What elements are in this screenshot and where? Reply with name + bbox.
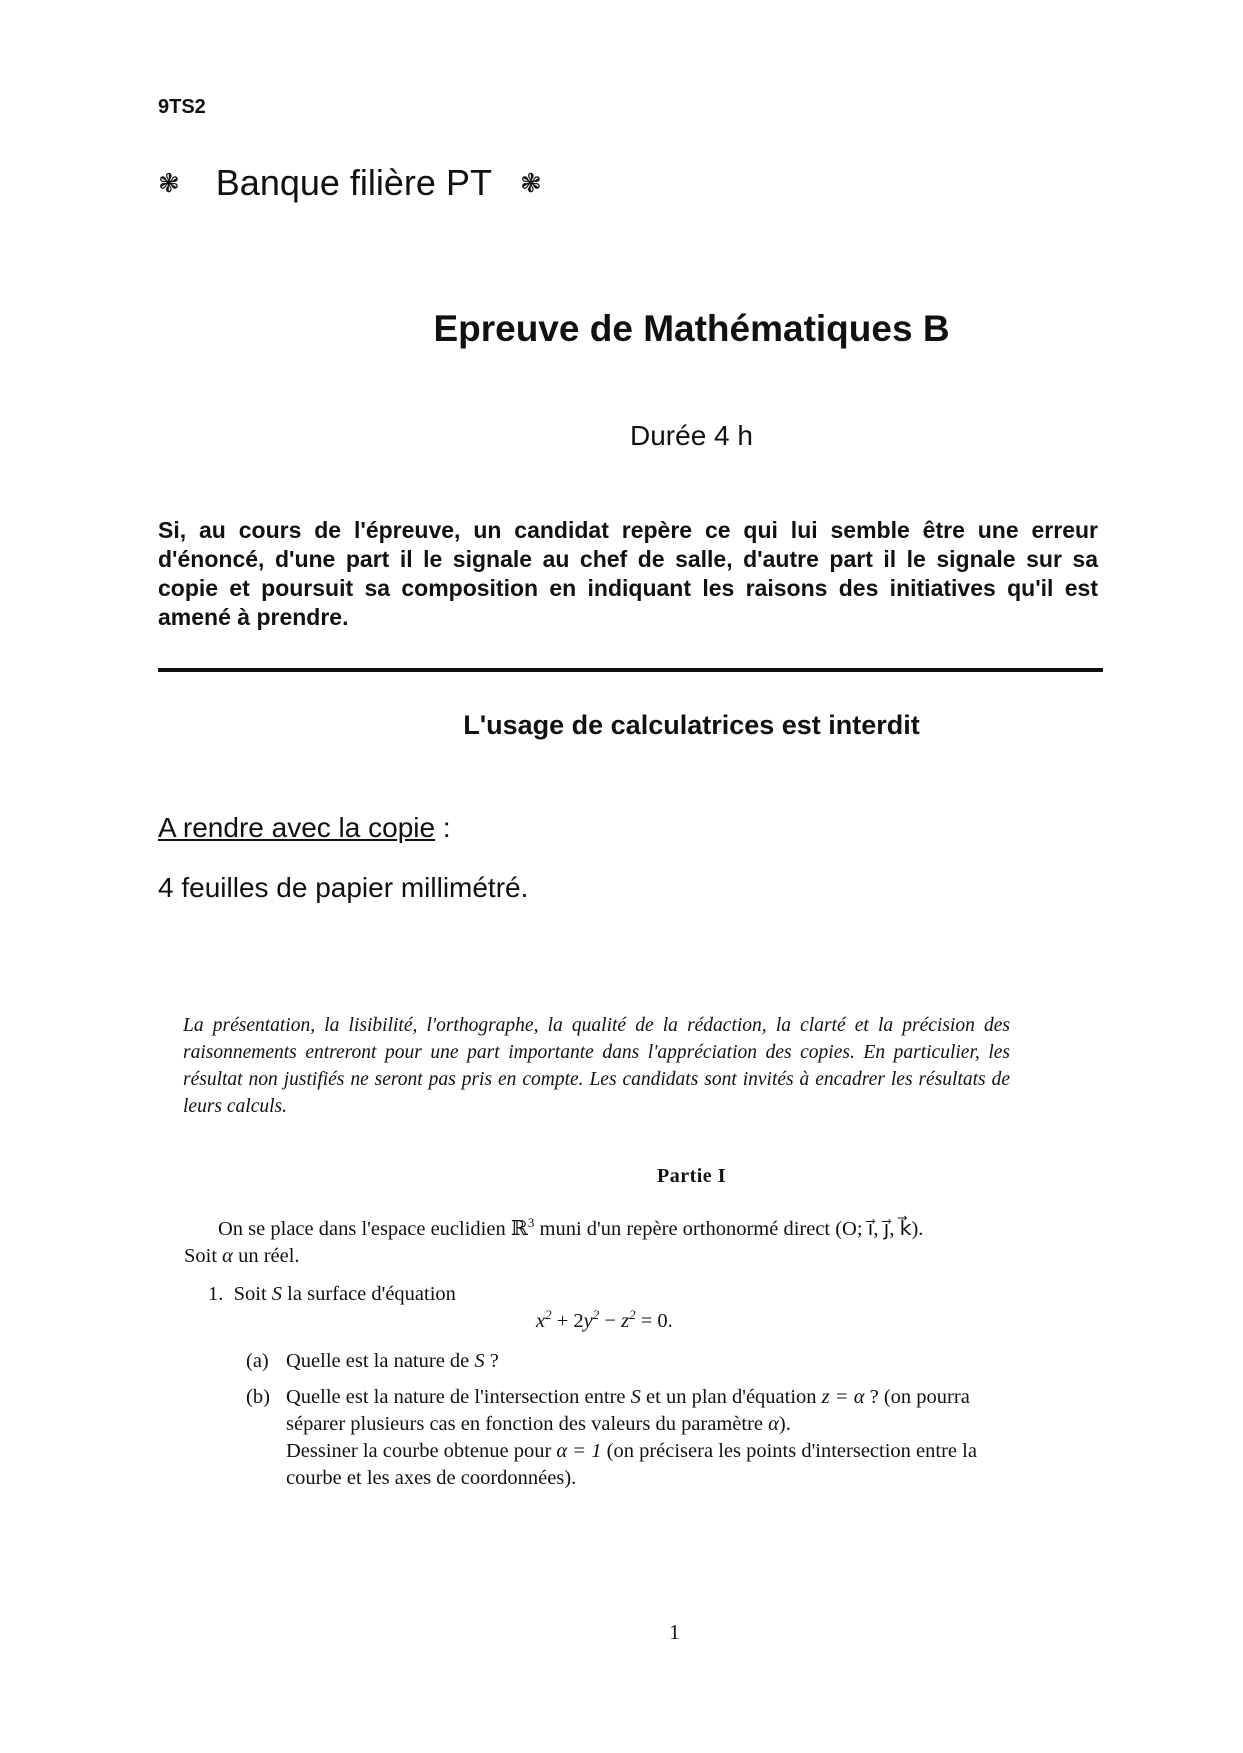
text-run: Dessiner la courbe obtenue pour xyxy=(286,1440,557,1462)
document-code: 9TS2 xyxy=(158,96,206,118)
part-intro-line xyxy=(184,1216,1011,1243)
text-run: Quelle est la nature de xyxy=(286,1350,475,1372)
exam-title: Epreuve de Mathématiques B xyxy=(433,308,950,349)
text-run: Quelle est la nature de l'intersection entre xyxy=(286,1386,631,1408)
question-1a xyxy=(246,1350,499,1373)
error-warning-paragraph: Si, au cours de l'épreuve, un candidat repère ce qui lui semble être une erreur d'énoncé, d'une part il le signale au chef de salle, d'autre part il le signale sur sa copie et poursuit sa composition en indiquant les raisons des initiatives qu'il est amené à prendre. xyxy=(158,517,1098,630)
math-expression: z = α xyxy=(821,1386,865,1408)
text-run: ? xyxy=(484,1350,499,1372)
text-run: muni d'un repère orthonormé direct (O; i⃗, j⃗, k⃗). xyxy=(534,1218,924,1240)
bank-header xyxy=(158,162,542,204)
question-1b-body xyxy=(286,1384,1016,1492)
bank-title: Banque filière PT xyxy=(215,162,492,203)
question-number: 1. xyxy=(208,1283,224,1305)
math-symbol: S xyxy=(474,1350,485,1372)
calculator-notice: L'usage de calculatrices est interdit xyxy=(463,710,920,740)
text-run: un réel. xyxy=(232,1245,300,1267)
math-symbol: S xyxy=(271,1283,283,1305)
part-intro-line xyxy=(184,1243,1011,1270)
text-run: Soit xyxy=(233,1283,272,1305)
star-ornament-icon: ❃ xyxy=(158,167,180,198)
return-label: A rendre avec la copie xyxy=(158,812,436,843)
math-operator: = 0. xyxy=(635,1310,673,1332)
math-symbol: S xyxy=(630,1386,641,1408)
exponent: 2 xyxy=(629,1307,636,1322)
part-title: Partie I xyxy=(657,1165,726,1187)
question-1b xyxy=(246,1384,1016,1492)
math-symbol: x xyxy=(536,1310,546,1332)
math-operator: − xyxy=(599,1310,622,1332)
exponent: 3 xyxy=(527,1215,535,1230)
star-ornament-icon: ❃ xyxy=(519,167,542,198)
question-line xyxy=(286,1438,1016,1492)
text-run: ). xyxy=(778,1413,791,1435)
math-symbol: α xyxy=(768,1413,779,1435)
math-operator: + 2 xyxy=(551,1310,584,1332)
return-content: 4 feuilles de papier millimétré. xyxy=(158,872,529,903)
surface-equation xyxy=(536,1307,673,1333)
text-run: On se place dans l'espace euclidien ℝ xyxy=(218,1218,528,1240)
question-line xyxy=(286,1384,1016,1438)
exponent: 2 xyxy=(592,1307,600,1322)
question-1 xyxy=(208,1283,456,1306)
math-symbol: z xyxy=(621,1310,630,1332)
instructions-paragraph: La présentation, la lisibilité, l'orthographe, la qualité de la rédaction, la clarté et la précision des raisonnements entreront pour une part importante dans l'appréciation des copies. En particulier, les résultat non justifiés ne seront pas pris en compte. Les candidats sont invités à encadrer les résultats de leurs calculs. xyxy=(183,1015,1010,1117)
page-number: 1 xyxy=(669,1620,680,1644)
text-run: la surface d'équation xyxy=(282,1283,456,1305)
return-colon: : xyxy=(435,812,451,843)
math-symbol: y xyxy=(583,1310,593,1332)
text-run: Soit xyxy=(184,1245,223,1267)
horizontal-divider xyxy=(158,668,1103,672)
math-symbol: α xyxy=(222,1245,233,1267)
question-label: (b) xyxy=(246,1386,270,1408)
exam-duration: Durée 4 h xyxy=(630,420,753,451)
part-intro xyxy=(184,1216,1011,1270)
exponent: 2 xyxy=(545,1307,552,1322)
text-run: (on précisera les points d'intersection entre la courbe et les axes de coordonnées). xyxy=(286,1440,977,1489)
return-with-copy xyxy=(158,812,451,844)
question-label: (a) xyxy=(246,1350,269,1372)
text-run: et un plan d'équation xyxy=(640,1386,822,1408)
math-expression: α = 1 xyxy=(556,1440,602,1462)
text-run: ? (on pourra séparer plusieurs cas en fonction des valeurs du paramètre xyxy=(286,1386,970,1435)
